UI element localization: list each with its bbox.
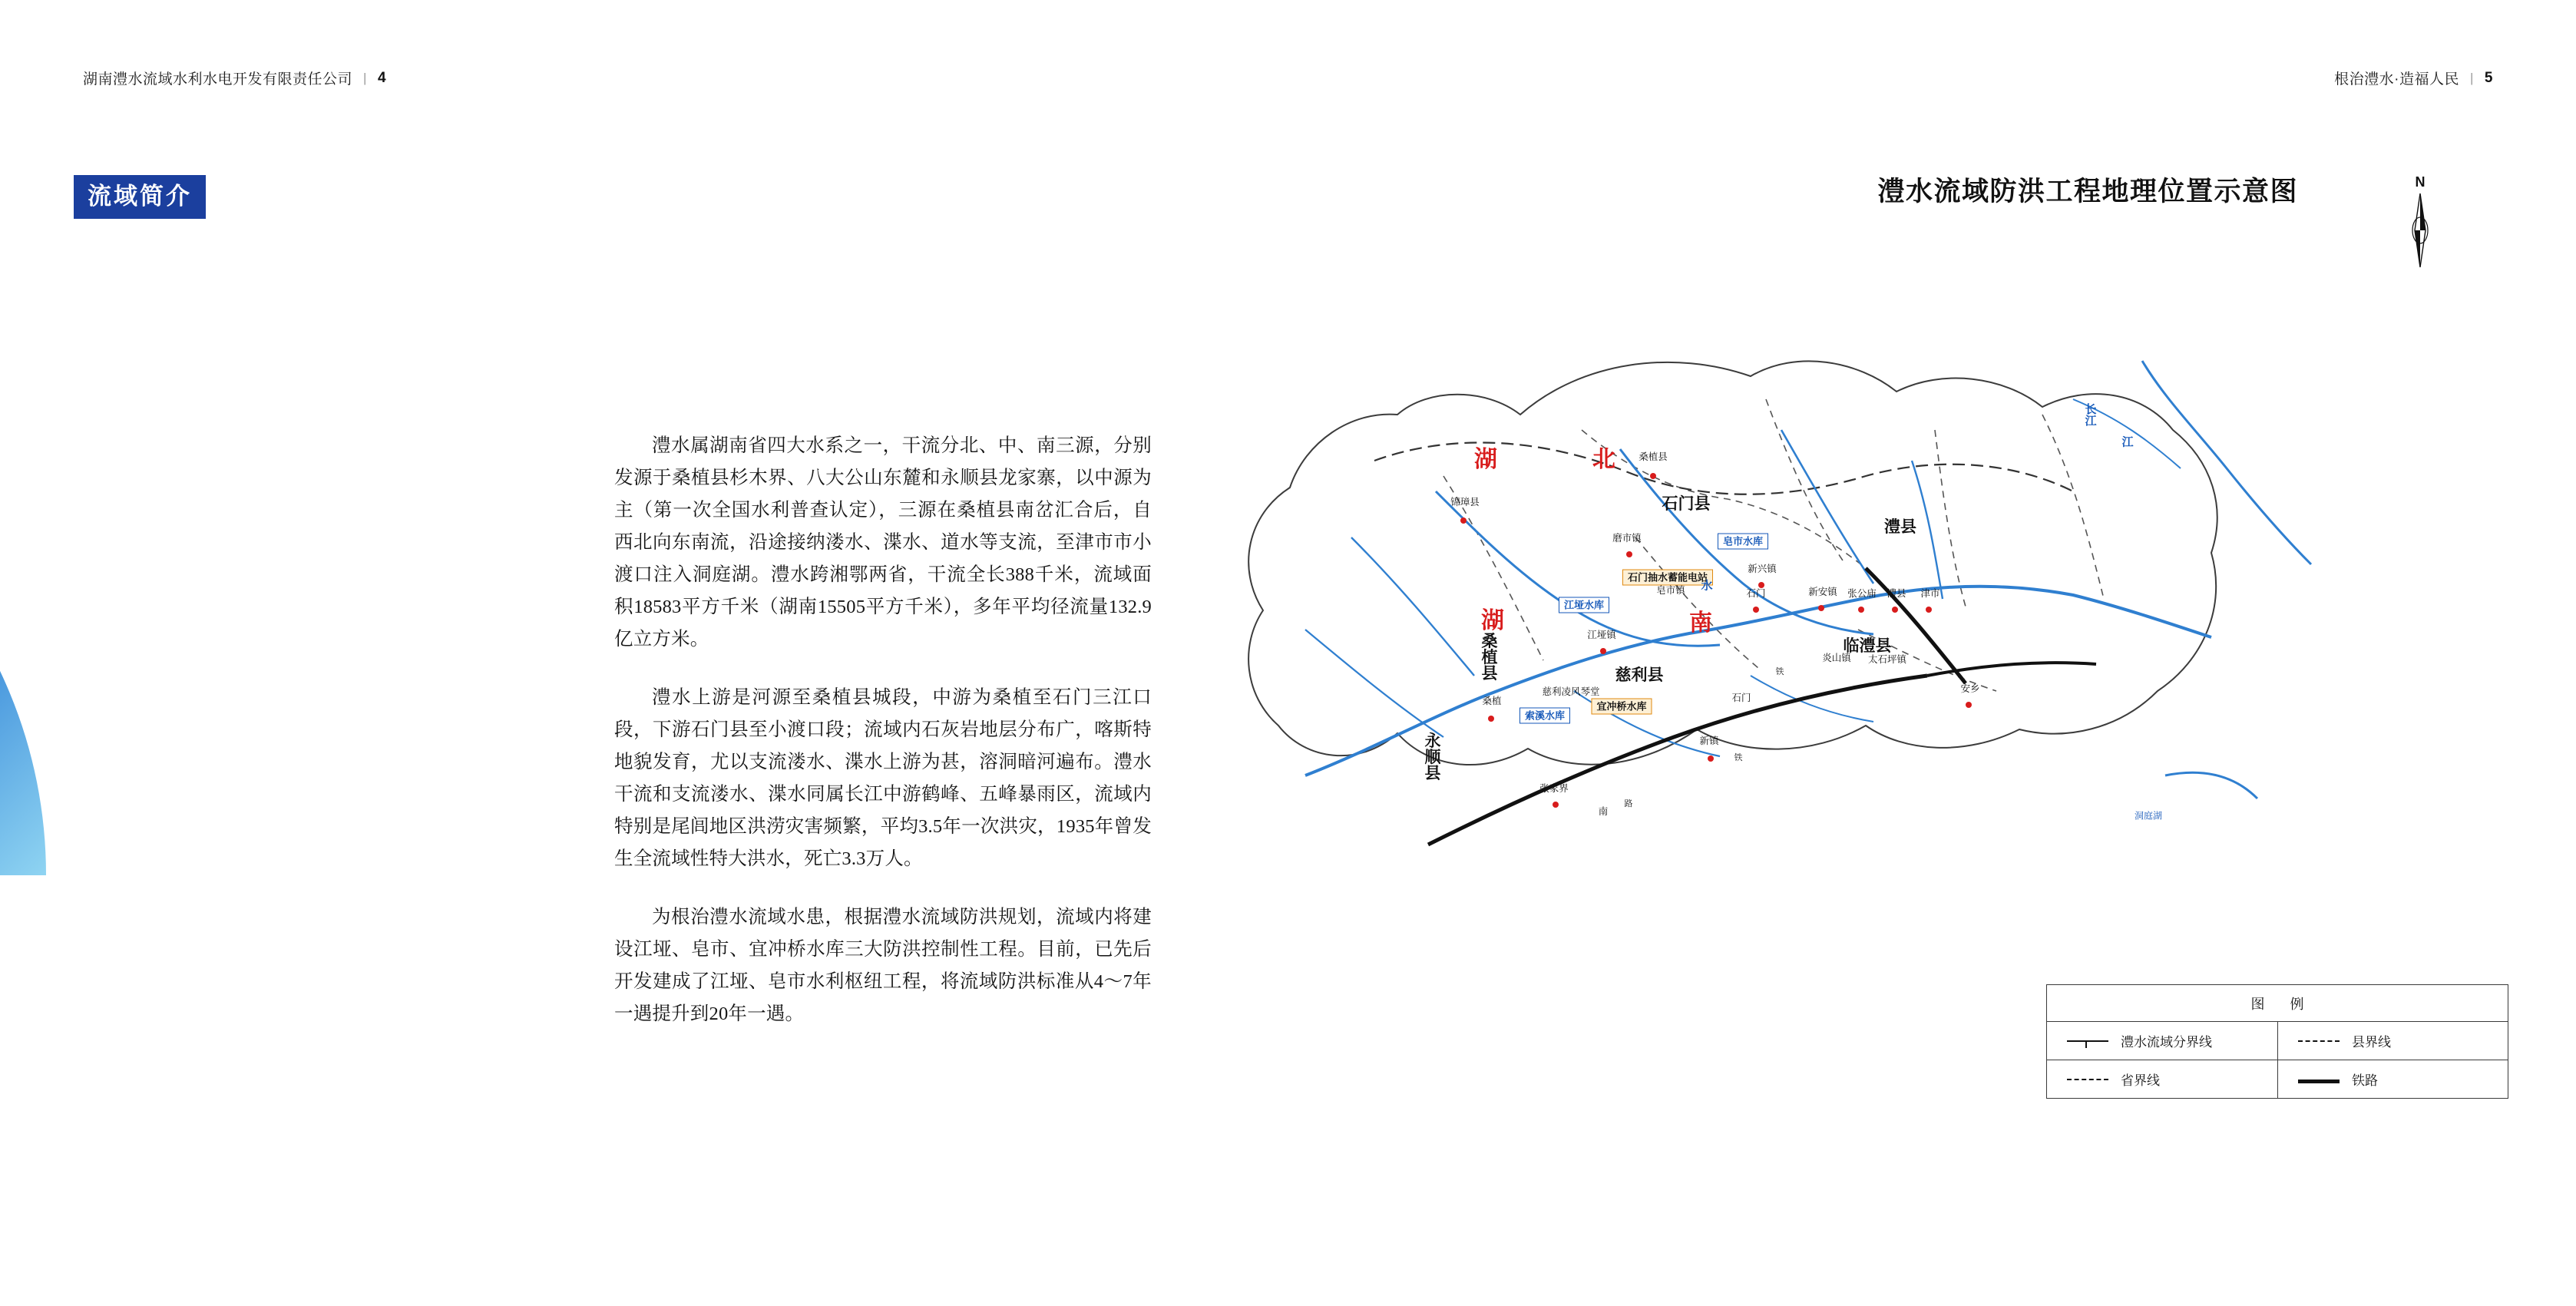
map-rail-label-0: 铁 <box>1775 667 1784 676</box>
paragraph-3: 为根治澧水流域水患，根据澧水流域防洪规划，流域内将建设江垭、皂市、宜冲桥水库三大防洪控制性工程。目前，已先后开发建成了江垭、皂市水利枢纽工程，将流域防洪标准从4～7年一遇提升到20年一遇。 <box>614 907 1152 1024</box>
legend-item-province-boundary <box>2047 1060 2277 1098</box>
legend-label-basin-boundary: 澧水流域分界线 <box>2121 1035 2212 1050</box>
map-city-dot-2 <box>1626 551 1632 557</box>
legend-title: 图 例 <box>2047 985 2508 1022</box>
running-head-right-text: 根治澧水·造福人民 <box>2334 71 2459 88</box>
map-lake-dongting: 洞庭湖 <box>2134 810 2163 822</box>
folio-right: 5 <box>2484 69 2493 86</box>
map-town-1: 锦璋县 <box>1450 497 1480 508</box>
map-county-lixian: 澧县 <box>1884 518 1916 536</box>
map-town-11: 炎山镇 <box>1822 653 1851 663</box>
map-county-shimen: 石门县 <box>1662 495 1711 513</box>
map-reservoir-suoxi: 索溪水库 <box>1519 708 1570 724</box>
map-reservoir-jiangya: 江垭水库 <box>1559 597 1609 613</box>
legend-item-county-boundary <box>2277 1022 2508 1060</box>
map-province-bei: 北 <box>1592 447 1617 472</box>
map-rail-label-2: 路 <box>1624 799 1633 808</box>
running-head-right <box>2334 68 2493 88</box>
map-city-dot-3 <box>1758 582 1764 588</box>
county-boundary-line-icon <box>2298 1035 2340 1047</box>
compass-needle-icon <box>2399 189 2441 272</box>
legend-row <box>2047 1022 2508 1060</box>
map-city-dot-1 <box>1460 517 1467 524</box>
map-county-linli: 临澧县 <box>1843 637 1892 655</box>
map-town-3: 新兴镇 <box>1748 564 1777 574</box>
map-town-0: 桑植县 <box>1639 451 1668 462</box>
map-town-10: 江垭镇 <box>1587 630 1616 640</box>
map-county-cili: 慈利县 <box>1615 666 1664 684</box>
map-town-16: 石门 <box>1731 693 1751 703</box>
map-city-dot-0 <box>1650 473 1656 479</box>
map-town-4: 皂市镇 <box>1656 585 1685 596</box>
map-city-dot-4 <box>1753 607 1759 613</box>
paragraph-2: 澧水上游是河源至桑植县城段，中游为桑植至石门三江口段，下游石门县至小渡口段；流域内石灰岩地层分布广，喀斯特地貌发育，尤以支流溇水、渫水上游为甚，溶洞暗河遍布。澧水干流和支流溇水、渫水同属长江中游鹤峰、五峰暴雨区，流域内特别是尾闾地区洪涝灾害频繁，平均3.5年一次洪灾，1935年曾发生全流域性特大洪水，死亡3.3万人。 <box>614 687 1152 869</box>
legend-label-province-boundary: 省界线 <box>2121 1073 2160 1088</box>
map-county-yongshun: 永顺县 <box>1423 732 1440 781</box>
map-city-dot-8 <box>1926 607 1932 613</box>
body-copy <box>614 430 1152 1030</box>
map-town-12: 太石坪镇 <box>1867 654 1907 665</box>
map-city-dot-11 <box>1966 702 1972 708</box>
running-head-left-separator: | <box>363 70 367 85</box>
map-city-dot-12 <box>1708 755 1714 762</box>
map-project-shimen-pumped-storage: 石门抽水蓄能电站 <box>1622 570 1713 586</box>
map-province-hu-south: 湖 <box>1481 608 1506 633</box>
map-town-8: 澧县 <box>1887 588 1906 599</box>
map-town-13: 桑植 <box>1482 696 1502 706</box>
decorative-swirl-graphic <box>0 399 553 1305</box>
legend-label-county-boundary: 县界线 <box>2352 1035 2391 1050</box>
legend-row <box>2047 1060 2508 1098</box>
map-town-15: 安乡 <box>1960 683 1980 694</box>
legend-label-railway: 铁路 <box>2352 1073 2378 1088</box>
legend-item-railway <box>2277 1060 2508 1098</box>
map-city-dot-9 <box>1600 648 1606 654</box>
map-city-dot-6 <box>1858 607 1864 613</box>
map-river-shui: 水 <box>1701 579 1713 593</box>
map-reservoir-zaoshi: 皂市水库 <box>1718 534 1768 550</box>
running-head-left-text: 湖南澧水流域水利水电开发有限责任公司 <box>83 71 353 88</box>
map-legend <box>2046 984 2508 1099</box>
map-city-dot-10 <box>1488 716 1494 722</box>
map-city-dot-7 <box>1892 607 1898 613</box>
map-city-dot-5 <box>1818 605 1824 611</box>
map-town-9: 津市 <box>1920 588 1940 599</box>
compass-north-label: N <box>2415 174 2426 190</box>
paragraph-1: 澧水属湖南省四大水系之一，干流分北、中、南三源，分别发源于桑植县杉木界、八大公山东麓和永顺县龙家寨，以中源为主（第一次全国水利普查认定），三源在桑植县南岔汇合后，自西北向东南流，沿途接纳溇水、渫水、道水等支流，至津市市小渡口注入洞庭湖。澧水跨湘鄂两省，干流全长388千米，流域面积18583平方千米（湖南15505平方千米），多年平均径流量132.9亿立方米。 <box>614 435 1152 650</box>
section-tag: 流域简介 <box>74 175 206 219</box>
map-city-dot-13 <box>1553 802 1559 808</box>
legend-item-basin-boundary <box>2047 1022 2277 1060</box>
map-town-6: 新安镇 <box>1808 587 1837 597</box>
map-town-5: 石门 <box>1746 588 1766 599</box>
basin-boundary-line-icon <box>2067 1035 2108 1047</box>
running-head-right-separator: | <box>2470 70 2474 85</box>
map-title: 澧水流域防洪工程地理位置示意图 <box>1877 177 2298 207</box>
running-head-left <box>83 68 386 88</box>
map-river-changjiang: 长江 <box>2083 403 2097 426</box>
map-reservoir-yichongqiao: 宜冲桥水库 <box>1591 699 1652 715</box>
map-town-2: 磨市镇 <box>1612 533 1642 544</box>
map-province-hu-north-1: 湖 <box>1474 447 1499 472</box>
railway-line-icon <box>2298 1076 2340 1083</box>
map-rail-label-1: 铁 <box>1734 753 1743 762</box>
map-province-nan: 南 <box>1689 610 1714 636</box>
map-town-18: 张家界 <box>1539 783 1569 794</box>
map-county-sangzhi: 桑植县 <box>1480 632 1497 681</box>
compass-rose <box>2399 175 2441 275</box>
map-river-jiang: 江 <box>2120 435 2134 448</box>
map-town-14: 慈利凌风琴堂 <box>1542 686 1600 697</box>
map-town-17: 新镇 <box>1699 736 1719 746</box>
folio-left: 4 <box>377 69 387 86</box>
map-town-19: 南 <box>1598 806 1609 817</box>
map-town-7: 张公庙 <box>1847 588 1877 599</box>
province-boundary-line-icon <box>2067 1073 2108 1086</box>
